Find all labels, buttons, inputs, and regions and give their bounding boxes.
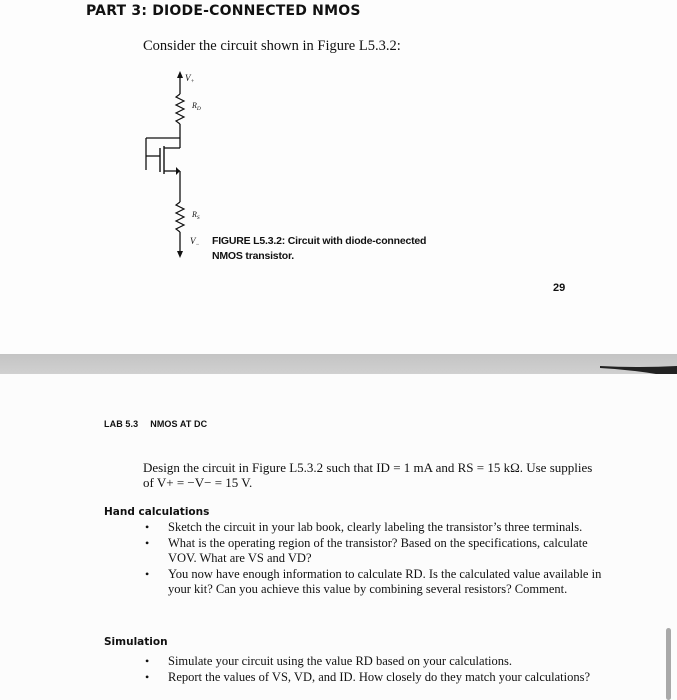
rd-label: $R_D$ [192,101,201,112]
rs-resistor [176,202,184,232]
list-item: • Sketch the circuit in your lab book, clearly labeling the transistor’s three terminals. [145,520,583,534]
list-item: • You now have enough information to calculate RD. Is the calculated value available in your kit? Can you achieve this value by combining several resistors? Comment. [145,567,602,596]
simulation-list [143,654,603,686]
intro-text: Consider the circuit shown in Figure L5.3.2: [143,38,401,54]
simulation-heading: Simulation [104,636,168,648]
vplus-label: $V_+$ [185,73,195,85]
list-item: • Report the values of VS, VD, and ID. How closely do they match your calculations? [145,670,591,684]
figure-caption-text: Circuit with diode-connected NMOS transistor. [212,235,427,262]
list-item: • What is the operating region of the transistor? Based on the specifications, calculate VOV. What are VS and VD? [145,536,588,565]
page-separator [0,354,677,374]
figure-caption-label: FIGURE L5.3.2: [212,235,286,247]
vertical-scrollbar[interactable] [666,628,671,700]
figure-caption [212,234,442,264]
lab-title: NMOS AT DC [150,419,208,429]
vminus-label: $V_-$ [190,236,200,248]
lab-number: LAB 5.3 [104,419,139,429]
design-paragraph: Design the circuit in Figure L5.3.2 such that ID = 1 mA and RS = 15 kΩ. Use supplies of V+ = −V− = 15 V. [143,460,593,490]
hand-calculations-list [143,520,603,598]
hand-calculations-heading: Hand calculations [104,506,210,518]
lab-header [104,419,207,429]
page-number: 29 [553,282,566,294]
list-item: • Simulate your circuit using the value RD based on your calculations. [145,654,513,668]
part-heading: PART 3: DIODE-CONNECTED NMOS [86,3,361,19]
rs-label: $R_S$ [192,210,200,221]
vminus-arrow [177,251,183,258]
rd-resistor [176,94,184,124]
vplus-arrow [177,71,183,78]
